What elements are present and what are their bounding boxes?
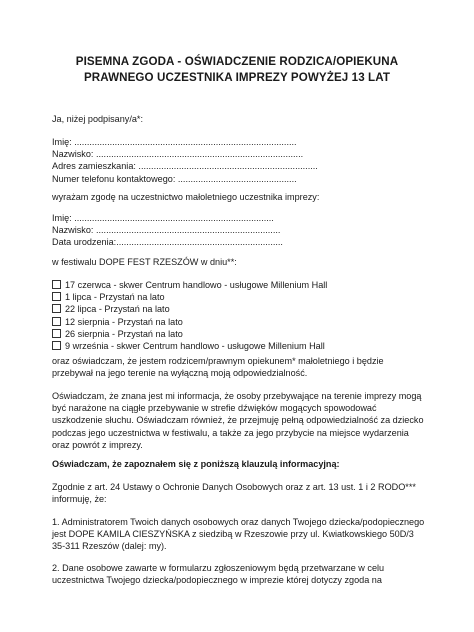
parent-first-name-field: Imię: ........................................................................................ xyxy=(52,137,297,147)
child-fields xyxy=(52,212,283,249)
date-option-label: 1 lipca - Przystań na lato xyxy=(65,292,165,303)
hearing-statement xyxy=(52,390,432,451)
clause-point-1 xyxy=(52,516,432,553)
checkbox-icon[interactable] xyxy=(52,292,61,301)
checkbox-icon[interactable] xyxy=(52,317,61,326)
checkbox-icon[interactable] xyxy=(52,280,61,289)
paragraph-line: informuję, że: xyxy=(52,494,107,505)
checkbox-icon[interactable] xyxy=(52,341,61,350)
title-line-2: PRAWNEGO UCZESTNIKA IMPREZY POWYŻEJ 13 LAT xyxy=(83,71,391,84)
paragraph-line: uczestnictwa Twojego dziecka/podopiecznego w imprezie której dotyczy zgoda na xyxy=(52,575,382,586)
intro-text: Ja, niżej podpisany/a*: xyxy=(52,114,143,124)
date-option[interactable] xyxy=(52,291,327,303)
child-first-name-field: Imię: ............................................................................... xyxy=(52,213,274,223)
date-option-label: 9 września - skwer Centrum handlowo - usługowe Millenium Hall xyxy=(65,341,325,352)
child-birth-date-field: Data urodzenia:.................................................................. xyxy=(52,237,283,248)
parent-last-name-field: Nazwisko: .................................................................................. xyxy=(52,149,304,160)
child-last-name-field: Nazwisko: ......................................................................... xyxy=(52,225,281,236)
title-line-1: PISEMNA ZGODA - OŚWIADCZENIE RODZICA/OPIEKUNA xyxy=(75,55,399,68)
festival-line: w festiwalu DOPE FEST RZESZÓW w dniu**: xyxy=(52,257,237,267)
date-option[interactable] xyxy=(52,316,327,328)
date-option-label: 17 czerwca - skwer Centrum handlowo - usługowe Millenium Hall xyxy=(65,280,328,290)
date-option-label: 26 sierpnia - Przystań na lato xyxy=(65,328,183,339)
parent-fields xyxy=(52,136,318,185)
paragraph-line: przebywał na jego terenie na wyłączną moją odpowiedzialność. xyxy=(52,368,308,379)
paragraph-line: być narażone na ciągłe przebywanie w strefie dźwięków mogących spowodować xyxy=(52,403,377,414)
date-option[interactable] xyxy=(52,279,327,291)
checkbox-icon[interactable] xyxy=(52,329,61,338)
paragraph-line: jest DOPE KAMILA CIESZYŃSKA z siedzibą w Rzeszowie przy ul. Kwiatkowskiego 50D/3 xyxy=(52,529,414,540)
clause-point-2 xyxy=(52,562,432,586)
paragraph-line: 1. Administratorem Twoich danych osobowych oraz danych Twojego dziecka/podopiecznego xyxy=(52,517,425,527)
guardian-statement xyxy=(52,355,432,379)
paragraph-line: uszkodzenie słuchu. Oświadczam również, że przejmuję pełną odpowiedzialność za dziecko xyxy=(52,415,424,426)
clause-intro xyxy=(52,481,432,505)
date-option-label: 12 sierpnia - Przystań na lato xyxy=(65,316,183,327)
paragraph-line: oraz oświadczam, że jestem rodzicem/prawnym opiekunem* małoletniego i będzie xyxy=(52,356,384,366)
parent-address-field: Adres zamieszkania: ....................................................................... xyxy=(52,161,318,172)
paragraph-line: podczas jego uczestnictwa w festiwalu, a także za jego przybycie na miejsce wydarzenia xyxy=(52,427,409,438)
date-option[interactable] xyxy=(52,340,327,352)
parent-phone-field: Numer telefonu kontaktowego: ............................................... xyxy=(52,173,297,184)
paragraph-line: Zgodnie z art. 24 Ustawy o Ochronie Danych Osobowych oraz z art. 13 ust. 1 i 2 RODO*** xyxy=(52,482,416,492)
date-options xyxy=(52,279,327,352)
paragraph-line: oraz powrót z imprezy. xyxy=(52,439,143,450)
date-option-label: 22 lipca - Przystań na lato xyxy=(65,304,170,315)
paragraph-line: 35-311 Rzeszów (dalej: my). xyxy=(52,541,167,552)
date-option[interactable] xyxy=(52,328,327,340)
clause-heading: Oświadczam, że zapoznałem się z poniższą klauzulą informacyjną: xyxy=(52,459,340,469)
paragraph-line: 2. Dane osobowe zawarte w formularzu zgłoszeniowym będą przetwarzane w celu xyxy=(52,563,385,573)
paragraph-line: Oświadczam, że znana jest mi informacja, że osoby przebywające na terenie imprezy mogą xyxy=(52,391,422,401)
document-title xyxy=(0,54,474,86)
checkbox-icon[interactable] xyxy=(52,304,61,313)
consent-line: wyrażam zgodę na uczestnictwo małoletniego uczestnika imprezy: xyxy=(52,192,320,202)
date-option[interactable] xyxy=(52,303,327,315)
